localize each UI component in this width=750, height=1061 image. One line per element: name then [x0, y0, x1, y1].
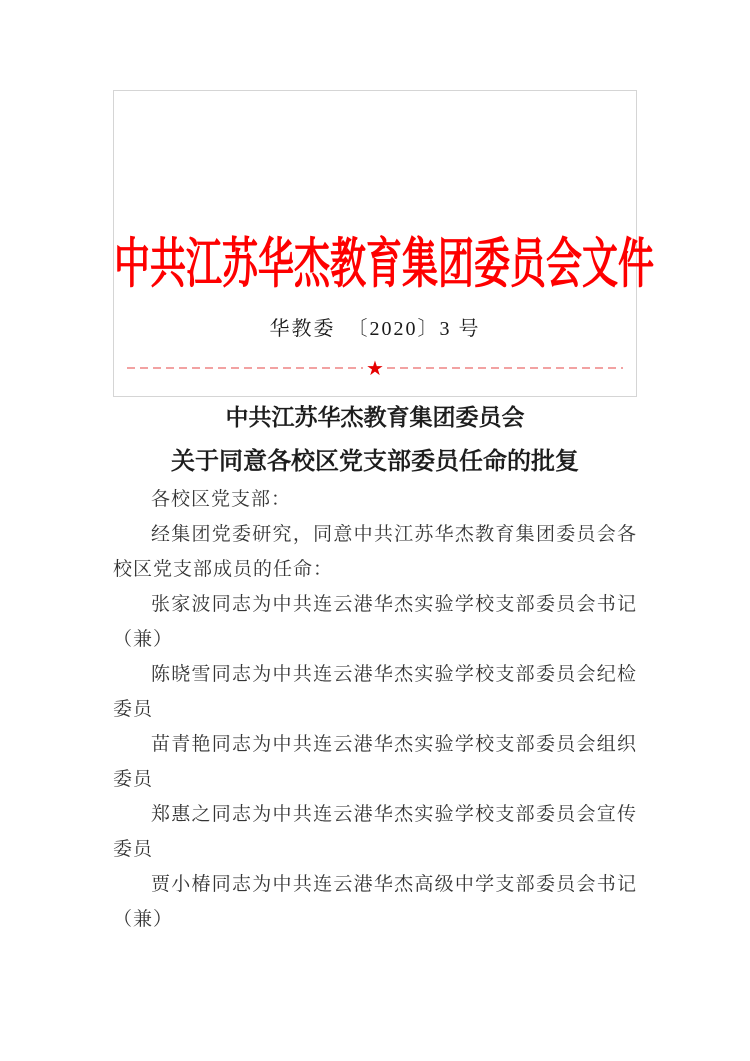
divider-dash-left: [127, 367, 363, 369]
document-body: [113, 482, 637, 937]
document-content: [113, 90, 655, 937]
star-icon: ★: [366, 356, 384, 380]
divider-dash-right: [387, 367, 623, 369]
document-number: 华教委 〔2020〕3 号: [269, 318, 481, 340]
body-paragraph: 苗青艳同志为中共连云港华杰实验学校支部委员会组织委员: [113, 734, 637, 790]
org-title-banner: 中共江苏华杰教育集团委员会文件: [114, 232, 655, 294]
body-paragraph: 郑惠之同志为中共连云港华杰实验学校支部委员会宣传委员: [113, 804, 637, 860]
body-paragraph: 陈晓雪同志为中共连云港华杰实验学校支部委员会纪检委员: [113, 664, 637, 720]
header-divider: [127, 358, 623, 378]
body-paragraph: 张家波同志为中共连云港华杰实验学校支部委员会书记（兼）: [113, 594, 637, 650]
salutation-line: 各校区党支部：: [151, 489, 292, 510]
document-title-line1: 中共江苏华杰教育集团委员会: [225, 404, 525, 430]
document-header-box: [113, 90, 655, 397]
body-paragraph: 贾小椿同志为中共连云港华杰高级中学支部委员会书记（兼）: [113, 874, 637, 930]
document-title-line2: 关于同意各校区党支部委员任命的批复: [171, 448, 579, 475]
body-paragraph: 经集团党委研究，同意中共江苏华杰教育集团委员会各校区党支部成员的任命：: [113, 524, 637, 580]
